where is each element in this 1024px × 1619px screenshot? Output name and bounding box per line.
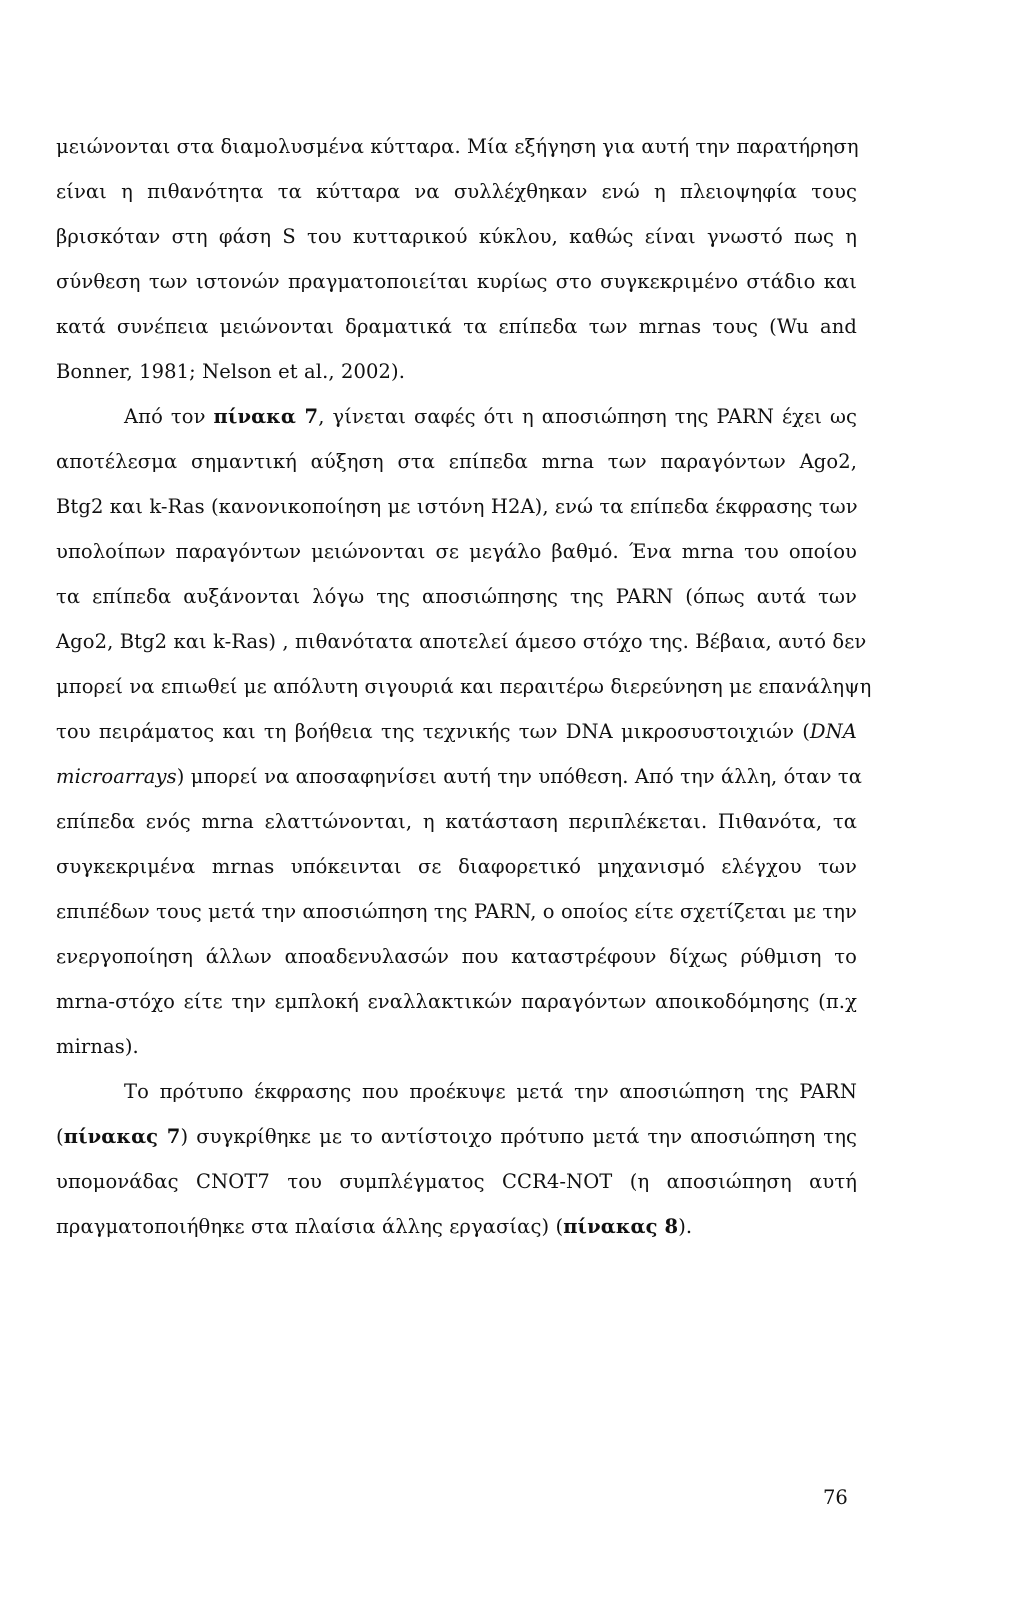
text-line [124, 1080, 857, 1104]
text-line [56, 720, 857, 744]
text-segment: Από τον [124, 405, 214, 428]
table-reference: πίνακας 8 [563, 1215, 679, 1238]
text-line [56, 495, 857, 519]
text-segment: υπολοίπων παραγόντων μειώνονται σε μεγάλο βαθμό. Ένα mrna του οποίου [56, 540, 857, 563]
table-reference: πίνακα 7 [213, 405, 319, 428]
text-line [56, 450, 857, 474]
text-line [56, 810, 857, 834]
text-segment: υπομονάδας CNOT7 του συμπλέγματος CCR4-NOT (η αποσιώπηση αυτή [56, 1170, 857, 1193]
text-segment: ενεργοποίηση άλλων αποαδενυλασών που καταστρέφουν δίχως ρύθμιση το [56, 945, 857, 968]
text-segment: ( [56, 1125, 64, 1148]
text-line [56, 1125, 857, 1149]
text-segment: τα επίπεδα αυξάνονται λόγω της αποσιώπησης της PARN (όπως αυτά των [56, 585, 857, 608]
text-line [56, 1215, 692, 1239]
italic-term: DNA [809, 720, 857, 743]
text-segment: βρισκόταν στη φάση S του κυτταρικού κύκλου, καθώς είναι γνωστό πως η [56, 225, 857, 248]
text-segment: mirnas). [56, 1035, 139, 1058]
text-line [56, 630, 867, 654]
text-line [56, 270, 857, 294]
text-segment: κατά συνέπεια μειώνονται δραματικά τα επίπεδα των mrnas τους (Wu and [56, 315, 857, 338]
text-line [56, 945, 857, 969]
text-segment: επίπεδα ενός mrna ελαττώνονται, η κατάσταση περιπλέκεται. Πιθανότα, τα [56, 810, 857, 833]
text-line [56, 990, 857, 1014]
text-segment: mrna-στόχο είτε την εμπλοκή εναλλακτικών παραγόντων αποικοδόμησης (π.χ [56, 990, 857, 1013]
text-segment: είναι η πιθανότητα τα κύτταρα να συλλέχθηκαν ενώ η πλειοψηφία τους [56, 180, 857, 203]
text-line [56, 180, 857, 204]
text-segment: Ago2, Btg2 και k-Ras) , πιθανότατα αποτελεί άμεσο στόχο της. Βέβαια, αυτό δεν [56, 630, 867, 653]
text-line [56, 1170, 857, 1194]
page-number: 76 [823, 1486, 848, 1509]
table-reference: πίνακας 7 [63, 1125, 181, 1148]
text-line [56, 135, 859, 159]
text-segment: επιπέδων τους μετά την αποσιώπηση της PARN, ο οποίος είτε σχετίζεται με την [56, 900, 857, 923]
text-segment: σύνθεση των ιστονών πραγματοποιείται κυρίως στο συγκεκριμένο στάδιο και [56, 270, 857, 293]
text-line [56, 675, 872, 699]
text-segment: Το πρότυπο έκφρασης που προέκυψε μετά την αποσιώπηση της PARN [124, 1080, 857, 1103]
text-line [56, 585, 857, 609]
italic-term: microarrays [56, 765, 177, 788]
text-segment: Bonner, 1981; Nelson et al., 2002). [56, 360, 406, 383]
text-line [56, 315, 857, 339]
text-segment: του πειράματος και τη βοήθεια της τεχνικής των DNA μικροσυστοιχιών ( [56, 720, 810, 743]
text-segment: ). [678, 1215, 693, 1238]
text-line [56, 360, 405, 384]
text-segment: μειώνονται στα διαμολυσμένα κύτταρα. Μία εξήγηση για αυτή την παρατήρηση [56, 135, 859, 158]
text-segment: συγκεκριμένα mrnas υπόκεινται σε διαφορετικό μηχανισμό ελέγχου των [56, 855, 857, 878]
text-line [56, 855, 857, 879]
text-segment: ) συγκρίθηκε με το αντίστοιχο πρότυπο μετά την αποσιώπηση της [180, 1125, 857, 1148]
text-line [56, 765, 862, 789]
text-line [56, 540, 857, 564]
text-line [56, 1035, 139, 1059]
text-segment: μπορεί να επιωθεί με απόλυτη σιγουριά και περαιτέρω διερεύνηση με επανάληψη [56, 675, 872, 698]
text-segment: πραγματοποιήθηκε στα πλαίσια άλλης εργασίας) ( [56, 1215, 564, 1238]
text-segment: Btg2 και k-Ras (κανονικοποίηση με ιστόνη H2A), ενώ τα επίπεδα έκφρασης των [56, 495, 858, 518]
text-segment: ) μπορεί να αποσαφηνίσει αυτή την υπόθεση. Από την άλλη, όταν τα [176, 765, 862, 788]
text-line [56, 225, 857, 249]
text-segment: αποτέλεσμα σημαντική αύξηση στα επίπεδα mrna των παραγόντων Ago2, [56, 450, 857, 473]
text-segment: , γίνεται σαφές ότι η αποσιώπηση της PARN έχει ως [318, 405, 857, 428]
text-line [124, 405, 857, 429]
text-line [56, 900, 857, 924]
